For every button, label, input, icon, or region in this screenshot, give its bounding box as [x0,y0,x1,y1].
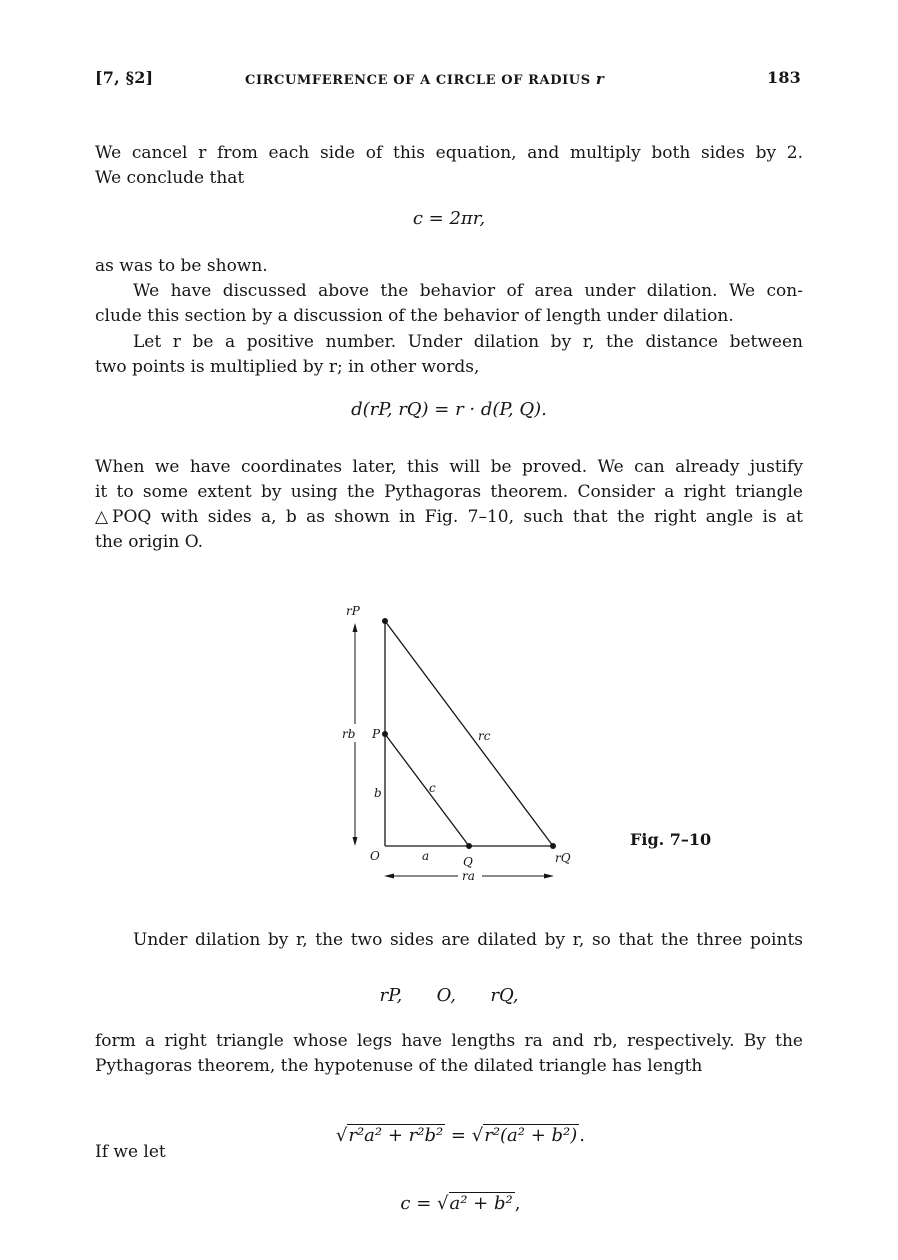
equation-lhs: c = [400,1193,438,1214]
point-rQ [550,843,556,849]
text-line: When we have coordinates later, this will be proved. We can already justify [95,457,803,477]
arrowhead-down [353,837,358,846]
label-rP: rP [346,604,360,618]
equation-hypotenuse-c [95,1172,803,1235]
text-line: We conclude that [95,168,245,188]
label-rQ: rQ [555,851,571,865]
chapter-title [245,70,604,88]
text-line: We have discussed above the behavior of area under dilation. We con- [133,281,803,301]
label-a: a [422,849,430,863]
figure-7-10-triangle-diagram [320,590,620,890]
sqrt-symbol: √ [471,1125,484,1146]
text-line: it to some extent by using the Pythagoras theorem. Consider a right triangle [95,482,803,502]
radicand: a² + b² [449,1193,513,1214]
paragraph-6 [95,928,803,953]
equation-distance-dilation: d(rP, rQ) = r · d(P, Q). [351,399,547,420]
chapter-title-text: CIRCUMFERENCE OF A CIRCLE OF RADIUS [245,73,596,88]
text-line: as was to be shown. [95,256,268,276]
text-line: Pythagoras theorem, the hypotenuse of the dilated triangle has length [95,1056,703,1076]
equation-tail: . [579,1125,586,1146]
sqrt-symbol: √ [335,1125,348,1146]
label-Q: Q [463,855,473,869]
label-P: P [372,727,381,741]
text-line: Under dilation by r, the two sides are dilated by r, so that the three points [133,930,803,950]
paragraph-1 [95,141,803,191]
label-ra: ra [462,869,475,883]
arrowhead-left [384,874,394,879]
label-b: b [374,786,382,800]
section-reference: [7, §2] [95,68,154,87]
text-line: If we let [95,1142,166,1162]
text-line: Let r be a positive number. Under dilation by r, the distance between [133,332,803,352]
arrowhead-up [353,623,358,632]
text-line: form a right triangle whose legs have lengths ra and rb, respectively. By the [95,1031,803,1051]
line-hypotenuse-c [385,734,469,846]
paragraph-5 [95,455,803,555]
paragraph-8 [95,1140,803,1165]
line-hypotenuse-rc [385,621,553,846]
equation-dilated-points: rP, O, rQ, [379,985,519,1006]
paragraph-2 [95,254,803,279]
equation-tail: , [514,1193,521,1214]
text-line: the origin O. [95,532,204,552]
paragraph-7 [95,1029,803,1079]
label-rb: rb [342,727,356,741]
text-line: △POQ with sides a, b as shown in Fig. 7–10, such that the right angle is at [95,507,803,527]
equation-dilated-hypotenuse: √r²a² + r²b² = √r²(a² + b²) . [335,1125,586,1146]
point-rP [382,618,388,624]
radicand-right: r²(a² + b²) [484,1125,578,1146]
sqrt-symbol: √ [437,1193,449,1214]
figure-caption: Fig. 7–10 [630,830,712,849]
radicand-left: r²a² + r²b² [348,1125,444,1146]
label-rc: rc [478,729,491,743]
text-line: two points is multiplied by r; in other words, [95,357,480,377]
label-c: c [429,781,436,795]
text-line: clude this section by a discussion of the behavior of length under dilation. [95,306,734,326]
page-number: 183 [767,68,801,87]
point-P [382,731,388,737]
text-line: We cancel r from each side of this equation, and multiply both sides by 2. [95,143,803,163]
paragraph-4 [95,330,803,380]
arrowhead-right [544,874,554,879]
running-head [95,68,801,90]
equation-circumference: c = 2πr, [412,208,486,229]
point-Q [466,843,472,849]
chapter-title-variable: r [595,70,605,88]
paragraph-3 [95,279,803,329]
label-O: O [370,849,380,863]
